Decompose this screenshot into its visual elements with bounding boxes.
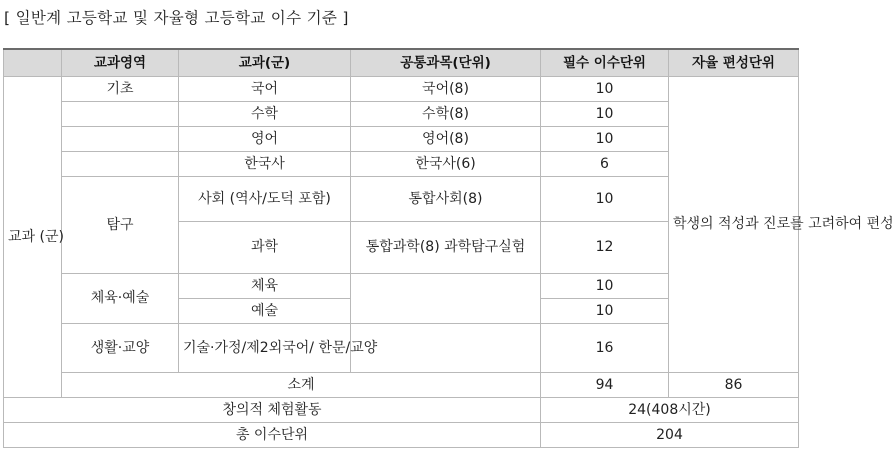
subtotal-required: 94 (541, 373, 669, 398)
area-empty (62, 152, 179, 177)
header-corner (4, 49, 62, 77)
area-life-culture: 생활·교양 (62, 324, 179, 373)
header-common-subject: 공통과목(단위) (351, 49, 541, 77)
document-title: [ 일반계 고등학교 및 자율형 고등학교 이수 기준 ] (4, 9, 349, 27)
total-units-label: 총 이수단위 (4, 423, 541, 448)
total-units-value: 204 (541, 423, 799, 448)
subject-cell: 수학 (179, 102, 351, 127)
area-empty (62, 102, 179, 127)
required-units-cell: 10 (541, 77, 669, 102)
subject-cell: 국어 (179, 77, 351, 102)
subtotal-label: 소계 (62, 373, 541, 398)
required-units-cell: 10 (541, 127, 669, 152)
area-pe-art: 체육·예술 (62, 274, 179, 324)
subject-cell: 기술·가정/제2외국어/ 한문/교양 (179, 324, 351, 373)
common-subject-cell: 통합과학(8) 과학탐구실험 (351, 222, 541, 274)
required-units-cell: 12 (541, 222, 669, 274)
autonomous-note: 학생의 적성과 진로를 고려하여 편성 (669, 77, 799, 373)
total-row (4, 423, 799, 448)
area-main-label: 교과 (군) (4, 77, 62, 398)
common-subject-empty (351, 274, 541, 324)
common-subject-empty (351, 324, 541, 373)
subtotal-row (4, 373, 799, 398)
area-basic: 기초 (62, 77, 179, 102)
subject-cell: 사회 (역사/도덕 포함) (179, 177, 351, 222)
required-units-cell: 6 (541, 152, 669, 177)
subject-cell: 체육 (179, 274, 351, 299)
subject-cell: 한국사 (179, 152, 351, 177)
common-subject-cell: 영어(8) (351, 127, 541, 152)
common-subject-cell: 통합사회(8) (351, 177, 541, 222)
subject-cell: 예술 (179, 299, 351, 324)
area-explore: 탐구 (62, 177, 179, 274)
common-subject-cell: 국어(8) (351, 77, 541, 102)
required-units-cell: 10 (541, 299, 669, 324)
header-subject-group: 교과(군) (179, 49, 351, 77)
subject-cell: 영어 (179, 127, 351, 152)
curriculum-table (3, 48, 894, 448)
subtotal-autonomous: 86 (669, 373, 799, 398)
area-empty (62, 127, 179, 152)
required-units-cell: 10 (541, 177, 669, 222)
subject-cell: 과학 (179, 222, 351, 274)
common-subject-cell: 수학(8) (351, 102, 541, 127)
header-row (4, 49, 799, 77)
required-units-cell: 16 (541, 324, 669, 373)
creative-activity-row (4, 398, 799, 423)
header-area: 교과영역 (62, 49, 179, 77)
common-subject-cell: 한국사(6) (351, 152, 541, 177)
header-autonomous-units: 자율 편성단위 (669, 49, 799, 77)
creative-activity-value: 24(408시간) (541, 398, 799, 423)
required-units-cell: 10 (541, 274, 669, 299)
header-required-units: 필수 이수단위 (541, 49, 669, 77)
creative-activity-label: 창의적 체험활동 (4, 398, 541, 423)
table-row (4, 77, 799, 102)
required-units-cell: 10 (541, 102, 669, 127)
